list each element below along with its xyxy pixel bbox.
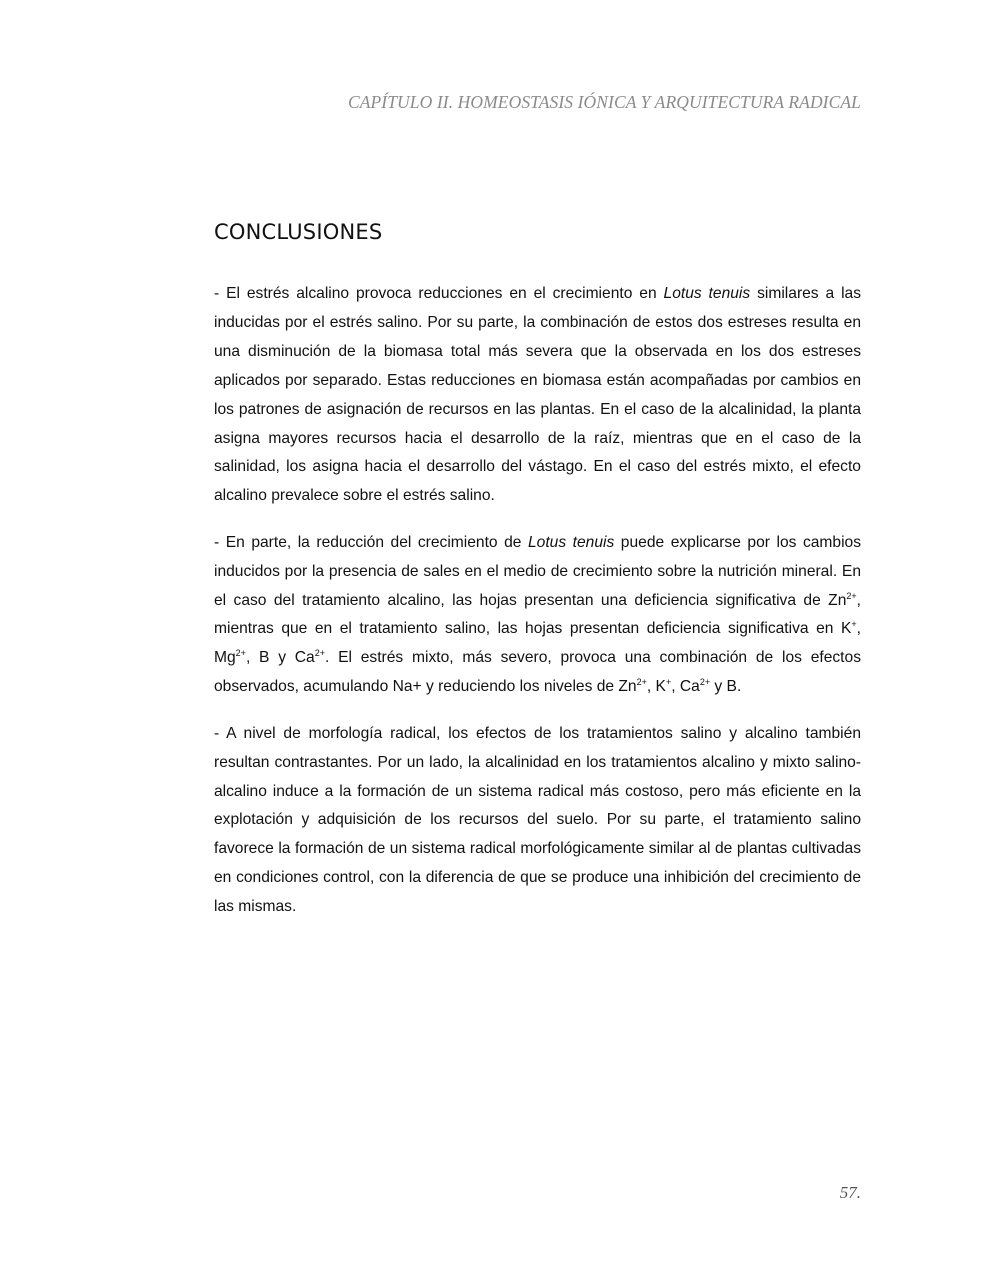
text-run: - El estrés alcalino provoca reducciones en el crecimiento en (214, 285, 664, 302)
ion-charge: + (851, 619, 857, 630)
text-run: , K (646, 678, 666, 696)
text-run: , Mg (214, 620, 861, 667)
text-run: similares a las inducidas por el estrés salino. Por su parte, la combinación de estos dos estreses resulta en una disminución de la biomasa total más severa que la observada en los dos estreses aplicados por separado. Estas reducciones en biomasa están acompañadas por cambios en los patrones de asignación de recursos en las plantas. En el caso de la alcalinidad, la planta asigna mayores recursos hacia el desarrollo de la raíz, mientras que en el caso de la salinidad, los asigna hacia el desarrollo del vástago. En el caso del estrés mixto, el efecto alcalino prevalece sobre el estrés salino. (214, 285, 862, 505)
paragraph-root-morphology: - A nivel de morfología radical, los efectos de los tratamientos salino y alcalino también resultan contrastantes. Por un lado, la alcalinidad en los tratamientos alcalino y mixto salino-alcalino induce a la formación de un sistema radical más costoso, pero más eficiente en la explotación y adquisición de los recursos del suelo. Por su parte, el tratamiento salino favorece la formación de un sistema radical morfológicamente similar al de plantas cultivadas en condiciones control, con la diferencia de que se produce una inhibición del crecimiento de las mismas. (214, 724, 861, 916)
text-run: puede explicarse por los cambios inducidos por la presencia de sales en el medio de crecimiento sobre la nutrición mineral. En el caso del tratamiento alcalino, las hojas presentan una deficiencia significativa de Zn (214, 533, 862, 609)
paragraph-nutrition (214, 529, 861, 702)
species-name: Lotus tenuis (527, 533, 615, 551)
ion-charge: 2+ (235, 648, 246, 659)
page-number: 57. (839, 1183, 861, 1202)
text-run: - En parte, la reducción del crecimiento de (214, 533, 528, 551)
ion-charge: + (665, 677, 672, 688)
ion-charge: 2+ (846, 590, 857, 601)
section-title: CONCLUSIONES (214, 220, 383, 244)
body-text (214, 280, 861, 940)
species-name: Lotus tenuis (663, 285, 751, 302)
paragraph-growth (214, 280, 861, 511)
ion-charge: 2+ (314, 648, 325, 659)
running-header: CAPÍTULO II. HOMEOSTASIS IÓNICA Y ARQUITECTURA RADICAL (347, 92, 861, 112)
text-run: , Ca (671, 678, 700, 696)
text-run: . El estrés mixto, más severo, provoca una combinación de los efectos observados, acumulando Na+ y reduciendo los niveles de Zn (214, 649, 861, 696)
text-run: , mientras que en el tratamiento salino, las hojas presentan deficiencia significativa en K (214, 591, 861, 638)
ion-charge: 2+ (699, 677, 711, 688)
text-run: , B y Ca (245, 649, 315, 667)
text-run: y B. (710, 678, 742, 696)
ion-charge: 2+ (636, 677, 647, 688)
